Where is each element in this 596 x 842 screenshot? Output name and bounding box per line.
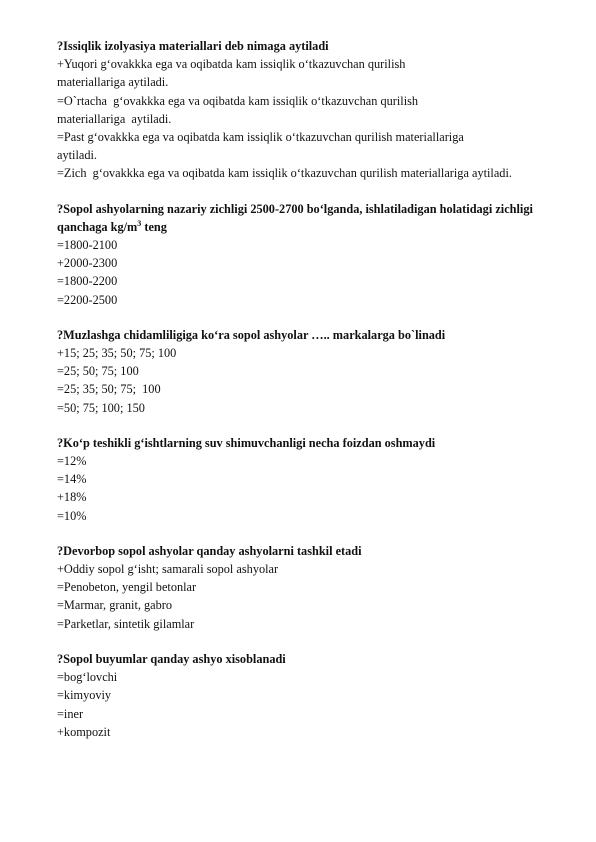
question-block-5 — [57, 542, 547, 633]
answer-option: =Penobeton, yengil betonlar — [57, 580, 197, 595]
answer-option: +kompozit — [57, 724, 111, 739]
question-text: ?Devorbop sopol ashyolar qanday ashyolarni tashkil etadi — [57, 543, 362, 558]
question-block-6 — [57, 650, 547, 741]
question-text: ?Ko‘p teshikli g‘ishtlarning suv shimuvchanligi necha foizdan oshmaydi — [57, 435, 436, 450]
question-block-1 — [57, 37, 547, 183]
question-text: ?Sopol buyumlar qanday ashyo xisoblanadi — [57, 651, 286, 666]
answer-option: =50; 75; 100; 150 — [57, 400, 145, 415]
answer-option: +Yuqori g‘ovakkka ega va oqibatda kam issiqlik o‘tkazuvchan qurilish materiallariga aytiladi. — [57, 57, 409, 90]
answer-option: =1800-2100 — [57, 238, 118, 253]
answer-option: =bog‘lovchi — [57, 670, 118, 685]
question-text — [57, 200, 547, 236]
answer-option: =25; 35; 50; 75; 100 — [57, 382, 161, 397]
question-block-3 — [57, 326, 547, 417]
document-page — [57, 37, 547, 758]
question-text-part: teng — [141, 219, 167, 234]
answer-option: =iner — [57, 706, 84, 721]
answer-option: =Past g‘ovakkka ega va oqibatda kam issiqlik o‘tkazuvchan qurilish materiallariga aytiladi. — [57, 130, 467, 163]
answer-option: =10% — [57, 508, 87, 523]
question-block-4 — [57, 434, 547, 525]
answer-option: =14% — [57, 472, 87, 487]
answer-option: +15; 25; 35; 50; 75; 100 — [57, 346, 177, 361]
answer-option: +Oddiy sopol g‘isht; samarali sopol ashyolar — [57, 562, 279, 577]
answer-option: =Marmar, granit, gabro — [57, 598, 173, 613]
question-text-part: ?Sopol ashyolarning nazariy zichligi 2500-2700 bo‘lganda, ishlatiladigan holatidagi zichligi qanchaga kg/m — [57, 201, 533, 234]
question-block-2 — [57, 200, 547, 309]
question-text: ?Muzlashga chidamliligiga ko‘ra sopol ashyolar ….. markalarga bo`linadi — [57, 327, 446, 342]
answer-option: =kimyoviy — [57, 688, 112, 703]
answer-option: =Parketlar, sintetik gilamlar — [57, 616, 195, 631]
superscript: 3 — [137, 218, 142, 228]
answer-option: =12% — [57, 454, 87, 469]
answer-option: =2200-2500 — [57, 292, 118, 307]
answer-option: =Zich g‘ovakkka ega va oqibatda kam issiqlik o‘tkazuvchan qurilish materiallariga aytiladi. — [57, 166, 512, 181]
answer-option: +18% — [57, 490, 87, 505]
answer-option: =1800-2200 — [57, 274, 118, 289]
answer-option: =25; 50; 75; 100 — [57, 364, 139, 379]
answer-option: =O`rtacha g‘ovakkka ega va oqibatda kam issiqlik o‘tkazuvchan qurilish materiallariga aytiladi. — [57, 93, 422, 126]
question-text: ?Issiqlik izolyasiya materiallari deb nimaga aytiladi — [57, 39, 329, 53]
answer-option: +2000-2300 — [57, 256, 118, 271]
